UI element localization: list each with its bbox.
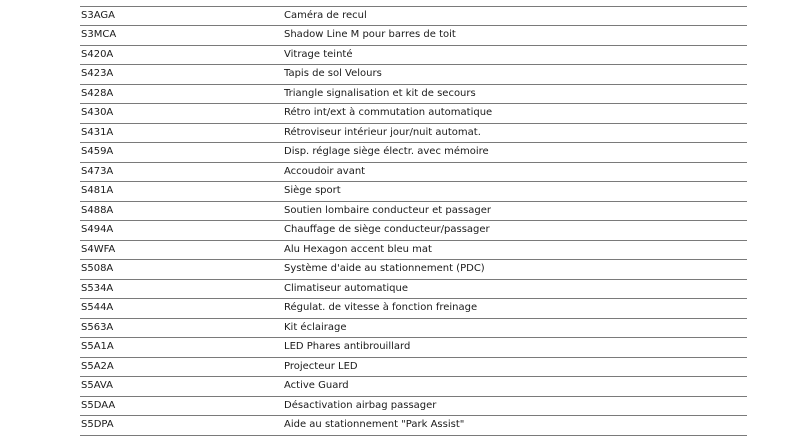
table-row (80, 338, 747, 358)
option-code: S430A (80, 104, 283, 124)
option-description: Régulat. de vitesse à fonction freinage (283, 299, 747, 319)
option-code: S5A1A (80, 338, 283, 358)
option-description: Chauffage de siège conducteur/passager (283, 221, 747, 241)
table-row (80, 299, 747, 319)
table-row (80, 162, 747, 182)
option-code: S5A2A (80, 357, 283, 377)
table-row (80, 26, 747, 46)
table-row (80, 143, 747, 163)
option-code: S3AGA (80, 6, 283, 26)
table-row (80, 123, 747, 143)
option-code: S481A (80, 182, 283, 202)
option-description: Kit éclairage (283, 318, 747, 338)
option-description: LED Phares antibrouillard (283, 338, 747, 358)
option-code: S4WFA (80, 240, 283, 260)
table-row (80, 377, 747, 397)
option-description: Climatiseur automatique (283, 279, 747, 299)
option-description: Shadow Line M pour barres de toit (283, 26, 747, 46)
option-description: Active Guard (283, 377, 747, 397)
table-row (80, 65, 747, 85)
option-description: Caméra de recul (283, 6, 747, 26)
option-description: Rétro int/ext à commutation automatique (283, 104, 747, 124)
option-description: Vitrage teinté (283, 45, 747, 65)
table-row (80, 416, 747, 436)
option-description: Projecteur LED (283, 357, 747, 377)
option-description: Alu Hexagon accent bleu mat (283, 240, 747, 260)
option-code: S5DPA (80, 416, 283, 436)
option-code: S5AVA (80, 377, 283, 397)
table-row (80, 221, 747, 241)
option-code: S473A (80, 162, 283, 182)
option-description: Triangle signalisation et kit de secours (283, 84, 747, 104)
option-code: S534A (80, 279, 283, 299)
option-code: S423A (80, 65, 283, 85)
option-code: S494A (80, 221, 283, 241)
table-row (80, 104, 747, 124)
table-row (80, 318, 747, 338)
table-row (80, 182, 747, 202)
option-code: S431A (80, 123, 283, 143)
options-table (80, 0, 747, 436)
option-code: S563A (80, 318, 283, 338)
option-description: Rétroviseur intérieur jour/nuit automat. (283, 123, 747, 143)
option-description: Soutien lombaire conducteur et passager (283, 201, 747, 221)
table-row (80, 240, 747, 260)
option-description: Tapis de sol Velours (283, 65, 747, 85)
option-code: S420A (80, 45, 283, 65)
option-code: S3MCA (80, 26, 283, 46)
option-code: S488A (80, 201, 283, 221)
option-description: Aide au stationnement "Park Assist" (283, 416, 747, 436)
option-description: Désactivation airbag passager (283, 396, 747, 416)
table-row (80, 84, 747, 104)
option-code: S459A (80, 143, 283, 163)
table-row (80, 357, 747, 377)
option-description: Siège sport (283, 182, 747, 202)
option-code: S544A (80, 299, 283, 319)
option-description: Système d'aide au stationnement (PDC) (283, 260, 747, 280)
option-code: S428A (80, 84, 283, 104)
option-description: Disp. réglage siège électr. avec mémoire (283, 143, 747, 163)
table-row (80, 45, 747, 65)
table-row (80, 260, 747, 280)
option-code: S508A (80, 260, 283, 280)
table-row (80, 6, 747, 26)
table-row (80, 279, 747, 299)
option-description: Accoudoir avant (283, 162, 747, 182)
table-row (80, 396, 747, 416)
option-code: S5DAA (80, 396, 283, 416)
table-row (80, 201, 747, 221)
options-table-body (80, 0, 747, 435)
